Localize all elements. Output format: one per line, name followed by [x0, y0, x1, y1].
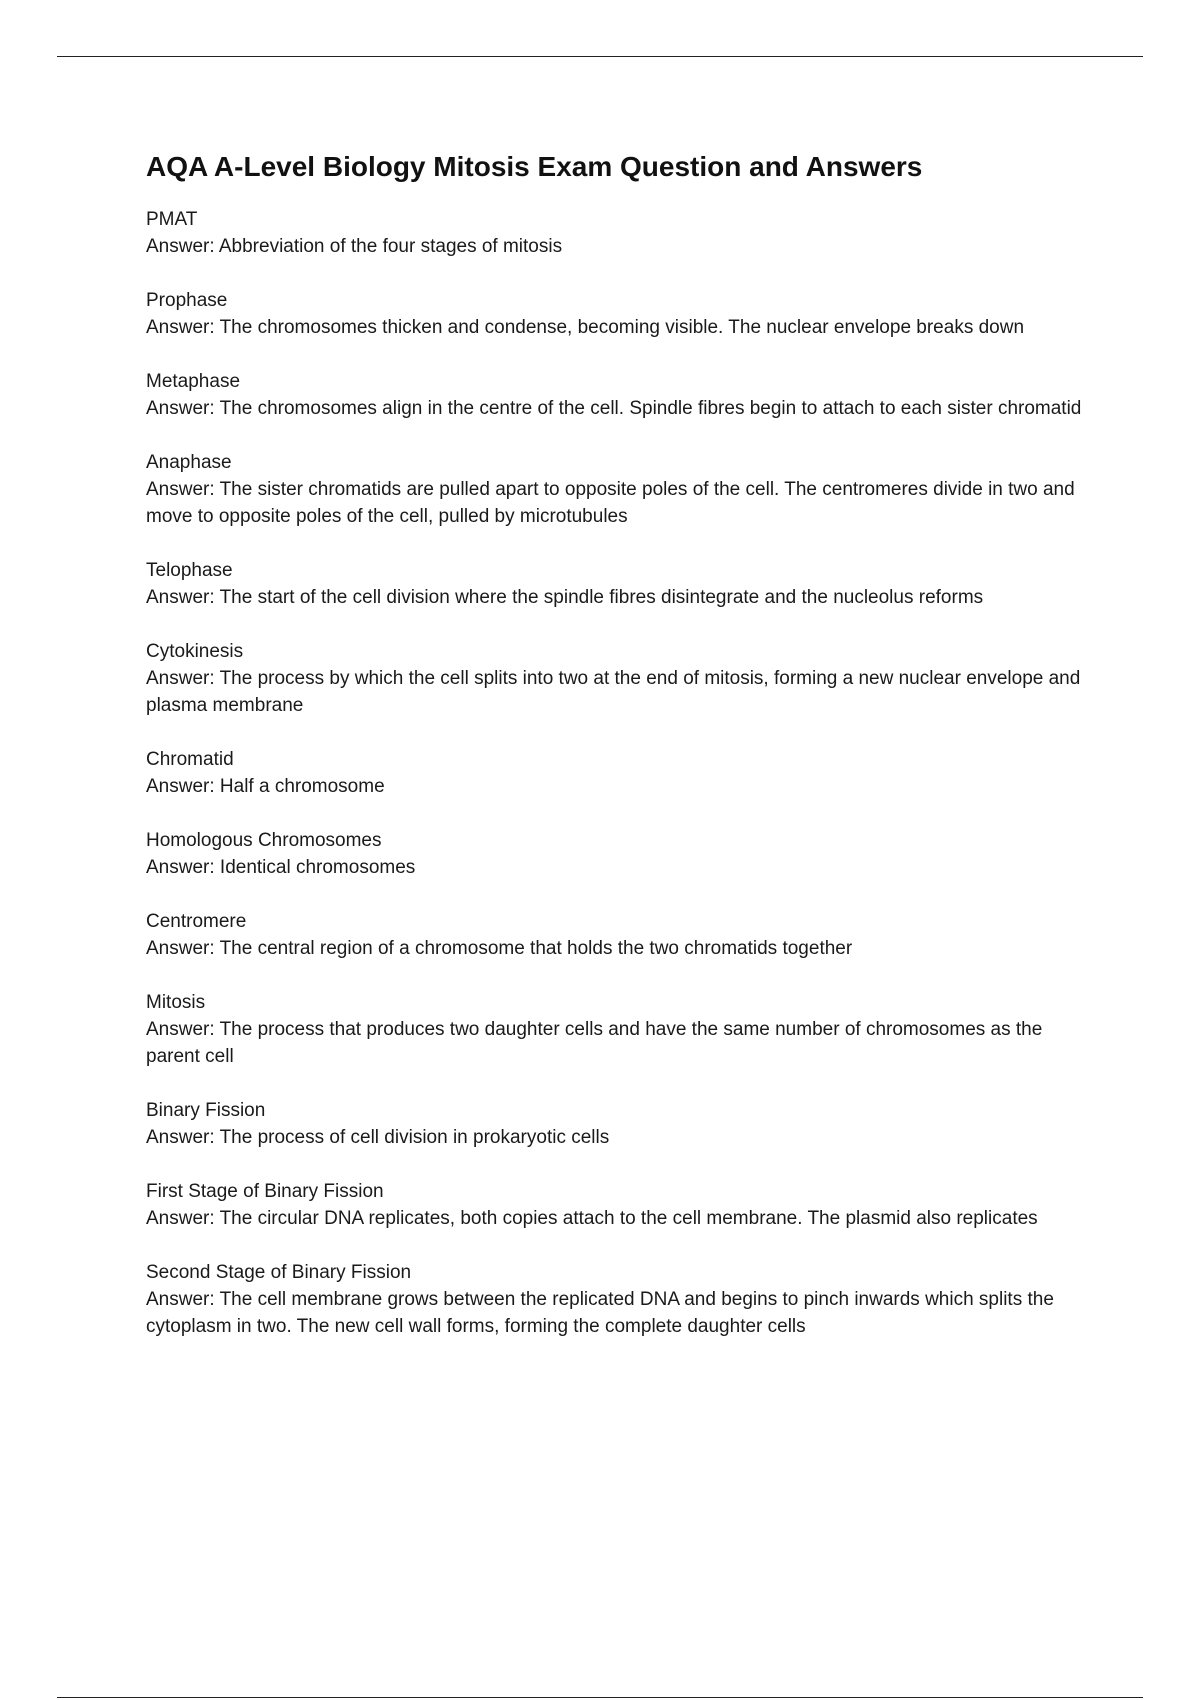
answer-text: Answer: The sister chromatids are pulled apart to opposite poles of the cell. The centromeres divide in two and move to opposite poles of the cell, pulled by microtubules	[146, 479, 1075, 527]
qa-item	[146, 1259, 1096, 1340]
qa-item	[146, 908, 1096, 962]
qa-item	[146, 368, 1096, 422]
question-term: Metaphase	[146, 371, 241, 392]
answer-text: Answer: The process that produces two daughter cells and have the same number of chromosomes as the parent cell	[146, 1019, 1043, 1067]
question-term: First Stage of Binary Fission	[146, 1181, 384, 1202]
qa-item	[146, 206, 1096, 260]
question-term: Chromatid	[146, 749, 234, 770]
footer-rule	[57, 1697, 1143, 1698]
qa-item	[146, 449, 1096, 530]
answer-text: Answer: Half a chromosome	[146, 776, 385, 797]
qa-item	[146, 1097, 1096, 1151]
answer-text: Answer: The process of cell division in prokaryotic cells	[146, 1127, 610, 1148]
question-term: Homologous Chromosomes	[146, 830, 382, 851]
answer-text: Answer: The chromosomes align in the centre of the cell. Spindle fibres begin to attach to each sister chromatid	[146, 398, 1082, 419]
answer-text: Answer: The process by which the cell splits into two at the end of mitosis, forming a new nuclear envelope and plasma membrane	[146, 668, 1081, 716]
question-term: Binary Fission	[146, 1100, 266, 1121]
answer-text: Answer: The chromosomes thicken and condense, becoming visible. The nuclear envelope breaks down	[146, 317, 1025, 338]
question-term: Cytokinesis	[146, 641, 244, 662]
qa-item	[146, 827, 1096, 881]
qa-item	[146, 287, 1096, 341]
question-term: Centromere	[146, 911, 247, 932]
answer-text: Answer: Identical chromosomes	[146, 857, 416, 878]
question-term: Prophase	[146, 290, 228, 311]
qa-item	[146, 1178, 1096, 1232]
qa-item	[146, 989, 1096, 1070]
answer-text: Answer: Abbreviation of the four stages of mitosis	[146, 236, 563, 257]
document-body	[146, 150, 1096, 1367]
qa-item	[146, 638, 1096, 719]
answer-text: Answer: The start of the cell division where the spindle fibres disintegrate and the nucleolus reforms	[146, 587, 984, 608]
question-term: Mitosis	[146, 992, 206, 1013]
question-term: Anaphase	[146, 452, 232, 473]
question-term: Second Stage of Binary Fission	[146, 1262, 412, 1283]
document-title: AQA A-Level Biology Mitosis Exam Question and Answers	[146, 151, 923, 182]
question-term: PMAT	[146, 209, 198, 230]
answer-text: Answer: The circular DNA replicates, both copies attach to the cell membrane. The plasmid also replicates	[146, 1208, 1038, 1229]
question-term: Telophase	[146, 560, 233, 581]
answer-text: Answer: The central region of a chromosome that holds the two chromatids together	[146, 938, 853, 959]
qa-item	[146, 557, 1096, 611]
qa-item	[146, 746, 1096, 800]
header-rule	[57, 56, 1143, 57]
answer-text: Answer: The cell membrane grows between the replicated DNA and begins to pinch inwards which splits the cytoplasm in two. The new cell wall forms, forming the complete daughter cells	[146, 1289, 1054, 1337]
